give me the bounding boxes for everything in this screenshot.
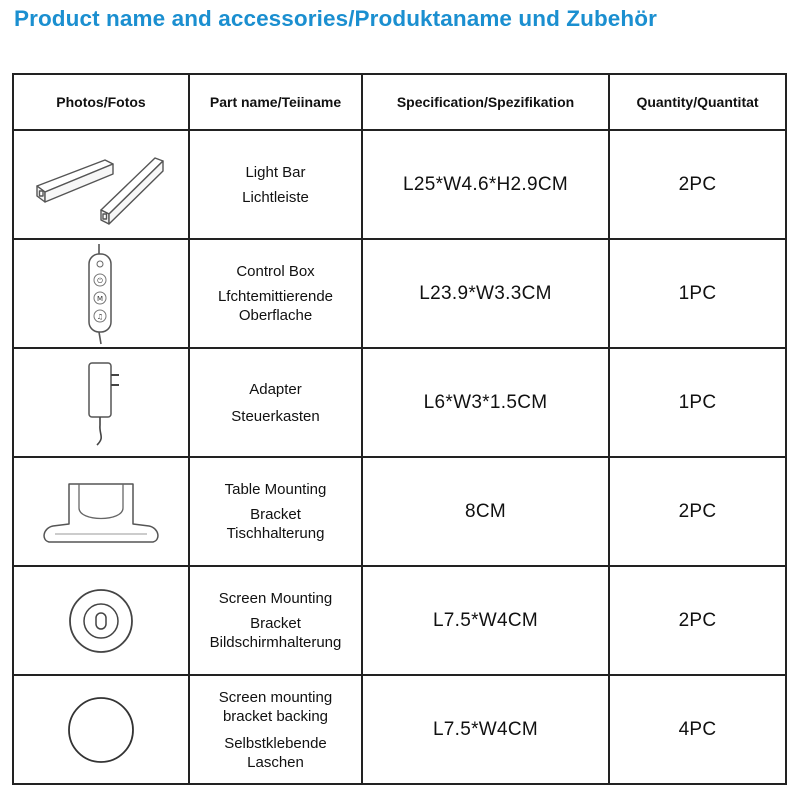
part-name-cell (189, 130, 362, 239)
part-name-line: Adapter (249, 380, 302, 398)
part-name-line: Lichtleiste (242, 188, 309, 206)
spec-cell: 8CM (362, 457, 609, 566)
control-box-icon (71, 242, 131, 346)
part-name-cell (189, 457, 362, 566)
qty-cell: 2PC (609, 130, 786, 239)
qty-cell: 2PC (609, 457, 786, 566)
header-part-name: Part name/Teiiname (189, 74, 362, 130)
qty-cell: 1PC (609, 239, 786, 348)
photo-cell (13, 457, 189, 566)
part-name-line: bracket backing (222, 707, 329, 725)
part-name-line: Bracket (250, 615, 301, 632)
svg-text:⏻: ⏻ (97, 276, 103, 285)
part-name-cell (189, 675, 362, 784)
table-row (13, 130, 786, 239)
part-name-line: Light Bar (245, 163, 306, 181)
qty-cell: 1PC (609, 348, 786, 457)
photo-cell (13, 675, 189, 784)
page-title: Product name and accessories/Produktaname und Zubehör (14, 6, 657, 31)
light-bar-icon (21, 140, 181, 230)
table-row (13, 566, 786, 675)
parts-table (12, 73, 787, 785)
photo-cell (13, 566, 189, 675)
part-name-line: Table Mounting (224, 481, 327, 498)
table-row (13, 239, 786, 348)
part-name-line: Laschen (247, 753, 304, 771)
svg-text:♫: ♫ (96, 312, 104, 321)
spec-cell: L6*W3*1.5CM (362, 348, 609, 457)
adapter-icon (71, 355, 131, 451)
photo-cell (13, 239, 189, 348)
photo-cell (13, 348, 189, 457)
photo-cell (13, 130, 189, 239)
part-name-line: Bracket (250, 506, 301, 523)
header-photos: Photos/Fotos (13, 74, 189, 130)
spec-cell: L7.5*W4CM (362, 566, 609, 675)
spec-cell: L25*W4.6*H2.9CM (362, 130, 609, 239)
table-bracket-icon (31, 472, 171, 552)
part-name-line: Control Box (236, 263, 315, 280)
part-name-line: Screen mounting (218, 688, 333, 706)
header-quantity: Quantity/Quantitat (609, 74, 786, 130)
part-name-cell (189, 348, 362, 457)
part-name-cell (189, 239, 362, 348)
part-name-line: Screen Mounting (218, 590, 333, 607)
part-name-line: Steuerkasten (231, 407, 320, 425)
screen-bracket-icon (66, 586, 136, 656)
part-name-line: Bildschirmhalterung (209, 634, 342, 651)
svg-text:M: M (96, 294, 104, 303)
spec-cell: L23.9*W3.3CM (362, 239, 609, 348)
table-header-row (13, 74, 786, 130)
spec-cell: L7.5*W4CM (362, 675, 609, 784)
table-row (13, 675, 786, 784)
table-row (13, 457, 786, 566)
part-name-line: Oberflache (238, 307, 313, 324)
qty-cell: 2PC (609, 566, 786, 675)
header-specification: Specification/Spezifikation (362, 74, 609, 130)
part-name-line: Tischhalterung (226, 525, 325, 542)
part-name-cell (189, 566, 362, 675)
qty-cell: 4PC (609, 675, 786, 784)
table-row (13, 348, 786, 457)
bracket-backing-icon (65, 694, 137, 766)
part-name-line: Selbstklebende (224, 734, 327, 752)
part-name-line: Lfchtemittierende (217, 288, 334, 305)
